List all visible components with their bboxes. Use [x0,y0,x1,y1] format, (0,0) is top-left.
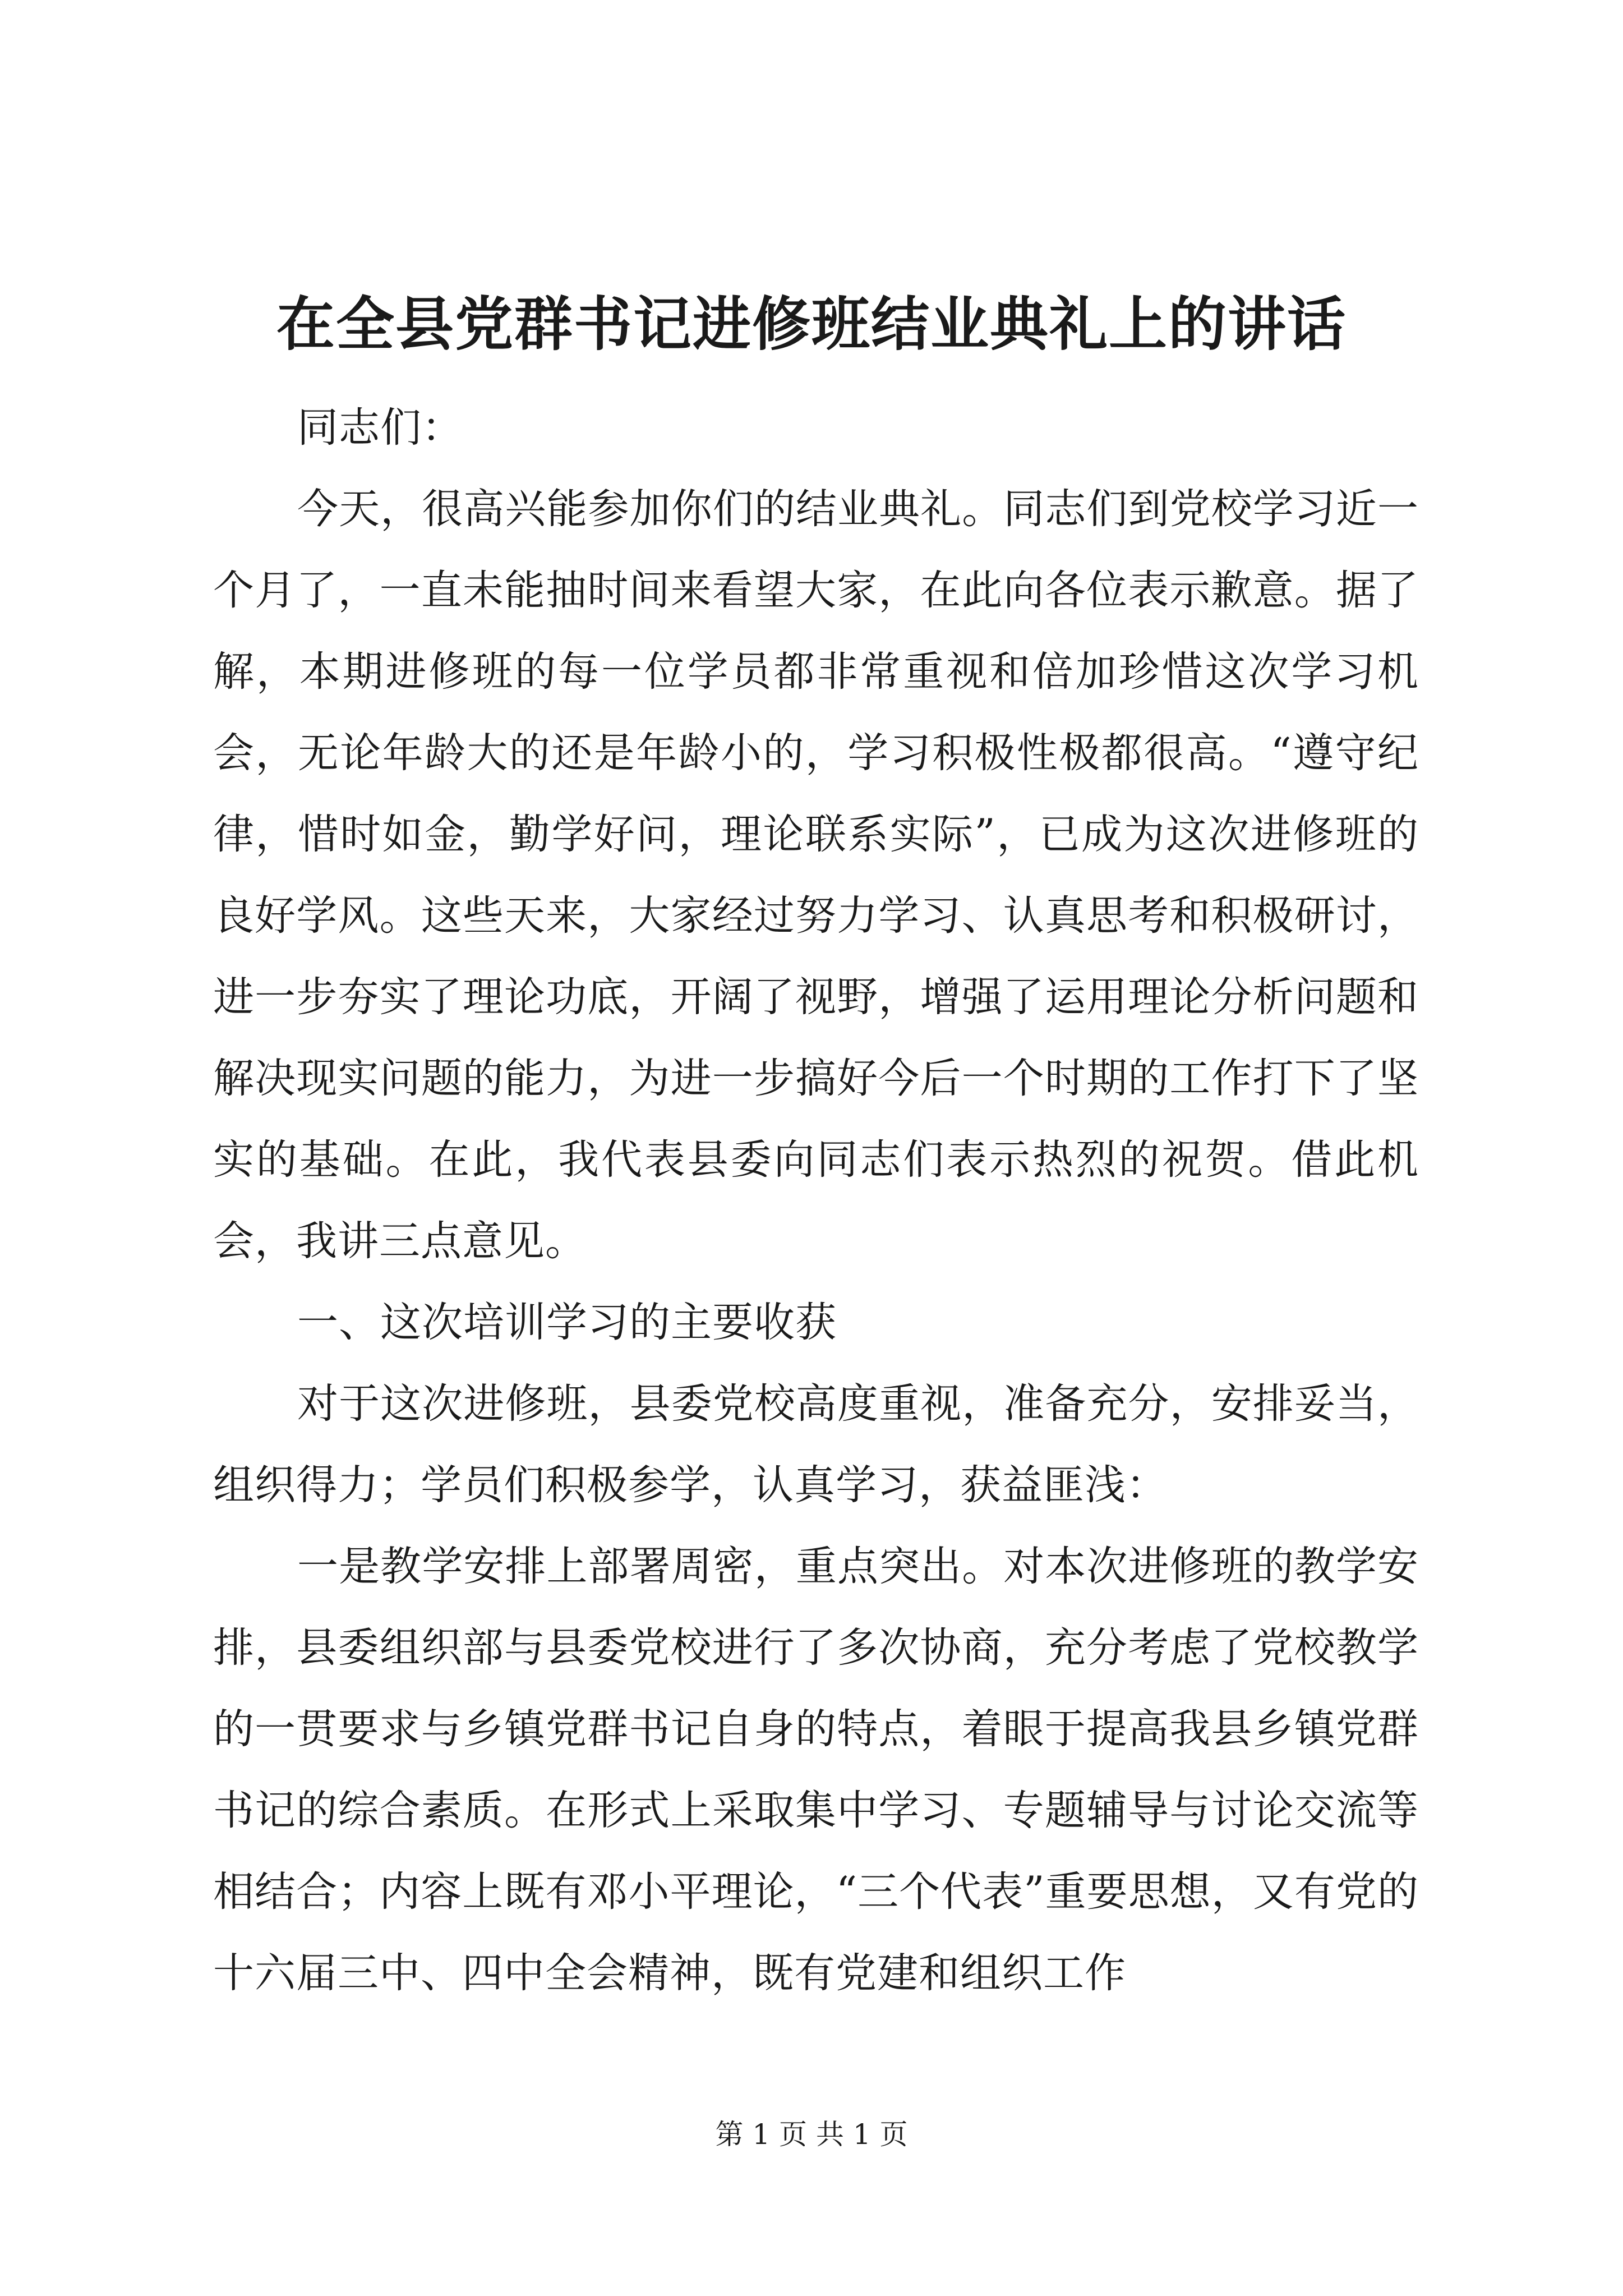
intro-paragraph: 今天，很高兴能参加你们的结业典礼。同志们到党校学习近一个月了，一直未能抽时间来看望大家，在此向各位表示歉意。据了解，本期进修班的每一位学员都非常重视和倍加珍惜这次学习机会，无论年龄大的还是年龄小的，学习积极性极都很高。“遵守纪律，惜时如金，勤学好问，理论联系实际”，已成为这次进修班的良好学风。这些天来，大家经过努力学习、认真思考和积极研讨，进一步夯实了理论功底，开阔了视野，增强了运用理论分析问题和解决现实问题的能力，为进一步搞好今后一个时期的工作打下了坚实的基础。在此，我代表县委向同志们表示热烈的祝贺。借此机会，我讲三点意见。 [213,485,1419,1265]
section-heading-1: 一、这次培训学习的主要收获 [297,1299,837,1346]
document-body [213,387,1419,2014]
document-title: 在全县党群书记进修班结业典礼上的讲话 [276,289,1347,358]
page-footer: 第 1 页 共 1 页 [715,2118,908,2151]
salutation-paragraph: 同志们： [297,404,463,452]
body-paragraph: 对于这次进修班，县委党校高度重视，准备充分，安排妥当，组织得力；学员们积极参学，认真学习，获益匪浅： [213,1380,1419,1509]
body-paragraph: 一是教学安排上部署周密，重点突出。对本次进修班的教学安排，县委组织部与县委党校进行了多次协商，充分考虑了党校教学的一贯要求与乡镇党群书记自身的特点，着眼于提高我县乡镇党群书记的综合素质。在形式上采取集中学习、专题辅导与讨论交流等相结合；内容上既有邓小平理论，“三个代表”重要思想，又有党的十六届三中、四中全会精神，既有党建和组织工作 [213,1543,1419,1997]
